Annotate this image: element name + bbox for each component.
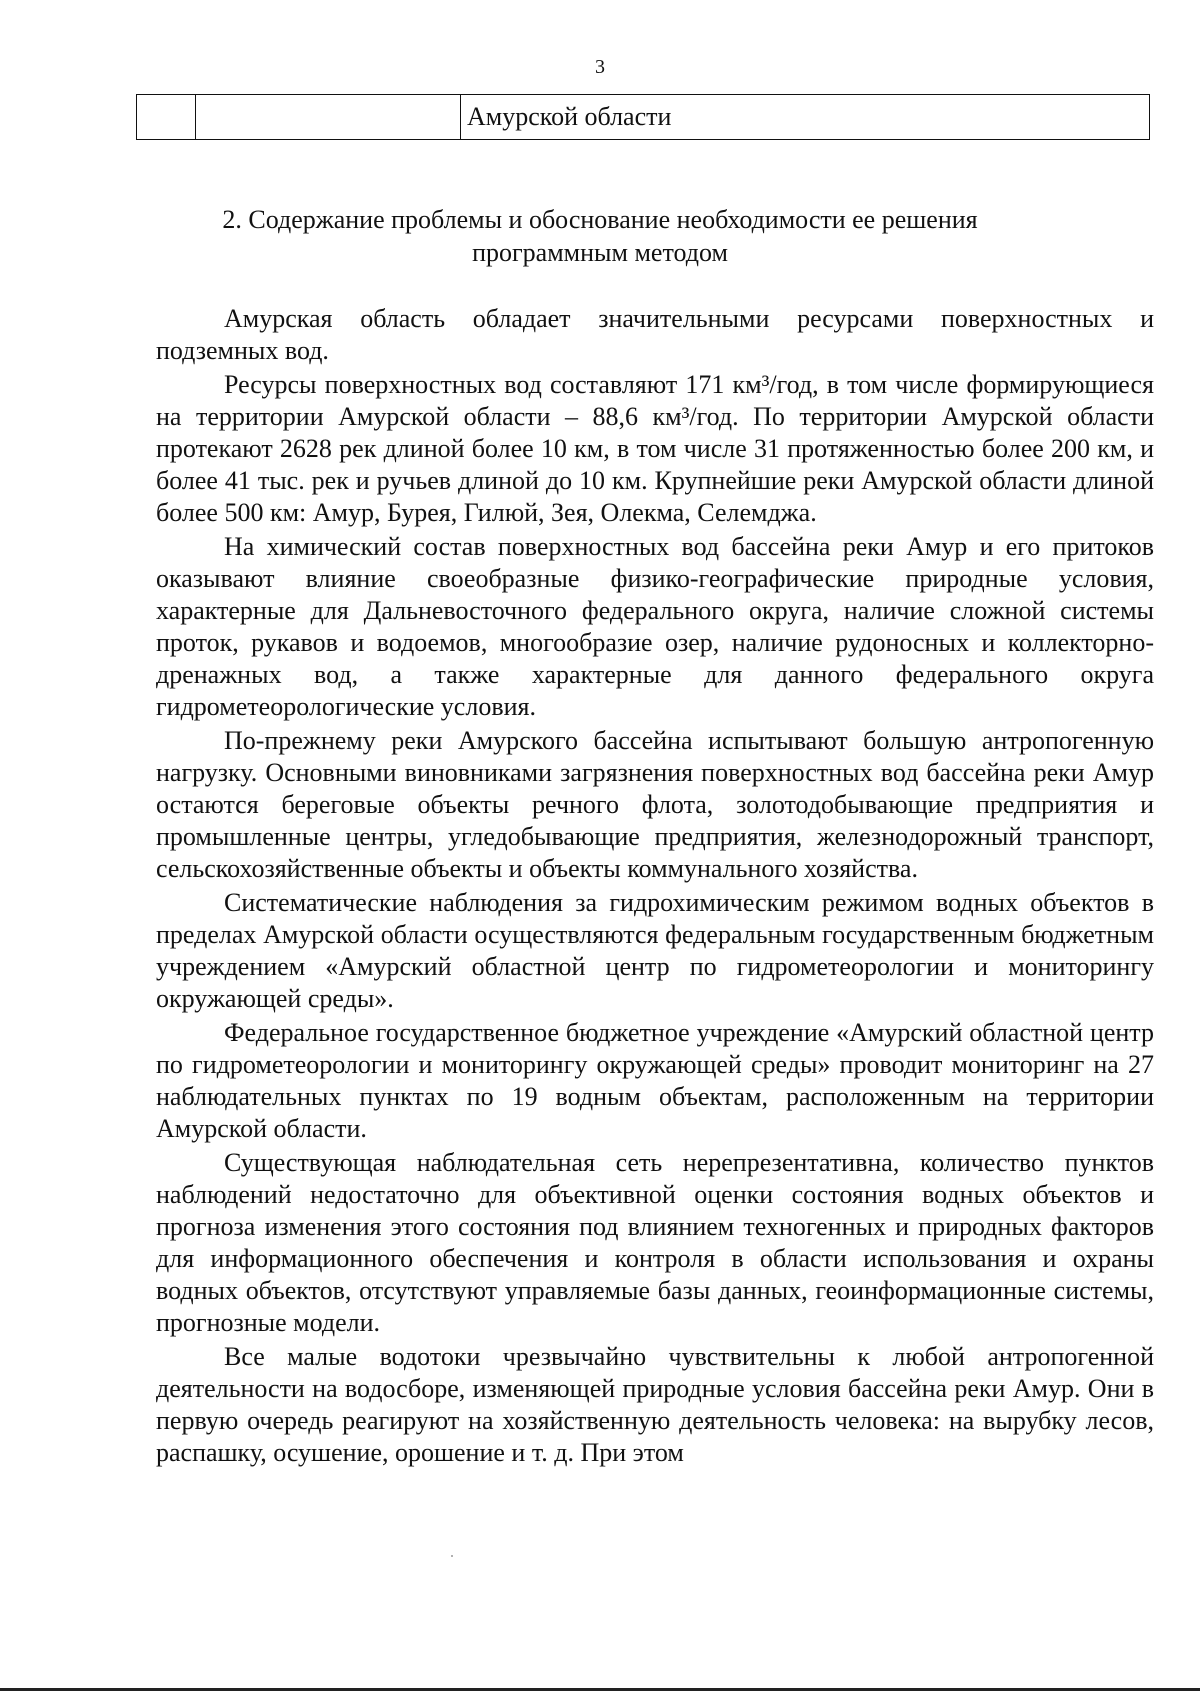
table-cell-empty-1	[137, 95, 196, 140]
body-text	[156, 303, 1154, 1471]
scan-edge-line	[0, 1688, 1200, 1691]
paragraph-observation-network: Существующая наблюдательная сеть нерепрезентативна, количество пунктов наблюдений недостаточно для объективной оценки состояния водных объектов и прогноза изменения этого состояния под влиянием техногенных и природных факторов для информационного обеспечения и контроля в области использования и охраны водных объектов, отсутствуют управляемые базы данных, геоинформационные системы, прогнозные модели.	[156, 1148, 1154, 1337]
paragraph-surface-water: Ресурсы поверхностных вод составляют 171 км³/год, в том числе формирующиеся на территории Амурской области – 88,6 км³/год. По территории Амурской области протекают 2628 рек длиной более 10 км, в том числе 31 протяженностью более 200 км, и более 41 тыс. рек и ручьев длиной до 10 км. Крупнейшие реки Амурской области длиной более 500 км: Амур, Бурея, Гилюй, Зея, Олекма, Селемджа.	[156, 370, 1154, 527]
page-number: 3	[595, 56, 605, 78]
section-heading	[150, 203, 1050, 269]
paragraph-chemical-composition: На химический состав поверхностных вод бассейна реки Амур и его притоков оказывают влияние своеобразные физико-географические природные условия, характерные для Дальневосточного федерального округа, наличие сложной системы проток, рукавов и водоемов, многообразие озер, наличие рудоносных и коллекторно-дренажных вод, а также характерные для данного федерального округа гидрометеорологические условия.	[156, 532, 1154, 721]
scan-speck	[451, 1555, 453, 1557]
section-heading-line-1: 2. Содержание проблемы и обоснование необходимости ее решения	[222, 205, 978, 234]
paragraph-water-resources: Амурская область обладает значительными ресурсами поверхностных и подземных вод.	[156, 304, 1154, 365]
section-heading-line-2: программным методом	[472, 238, 728, 267]
paragraph-systematic-observations: Систематические наблюдения за гидрохимическим режимом водных объектов в пределах Амурской области осуществляются федеральным государственным бюджетным учреждением «Амурский областной центр по гидрометеорологии и мониторингу окружающей среды».	[156, 888, 1154, 1013]
table-cell-empty-2	[196, 95, 461, 140]
paragraph-small-watercourses: Все малые водотоки чрезвычайно чувствительны к любой антропогенной деятельности на водосборе, изменяющей природные условия бассейна реки Амур. Они в первую очередь реагируют на хозяйственную деятельность человека: на вырубку лесов, распашку, осушение, орошение и т. д. При этом	[156, 1342, 1154, 1467]
table-row	[137, 95, 1150, 140]
table-cell-region: Амурской области	[461, 95, 1150, 140]
continuation-table	[136, 94, 1150, 140]
paragraph-anthropogenic-load: По-прежнему реки Амурского бассейна испытывают большую антропогенную нагрузку. Основными виновниками загрязнения поверхностных вод бассейна реки Амур остаются береговые объекты речного флота, золотодобывающие предприятия и промышленные центры, угледобывающие предприятия, железнодорожный транспорт, сельскохозяйственные объекты и объекты коммунального хозяйства.	[156, 726, 1154, 883]
paragraph-monitoring-points: Федеральное государственное бюджетное учреждение «Амурский областной центр по гидрометеорологии и мониторингу окружающей среды» проводит мониторинг на 27 наблюдательных пунктах по 19 водным объектам, расположенным на территории Амурской области.	[156, 1018, 1154, 1143]
